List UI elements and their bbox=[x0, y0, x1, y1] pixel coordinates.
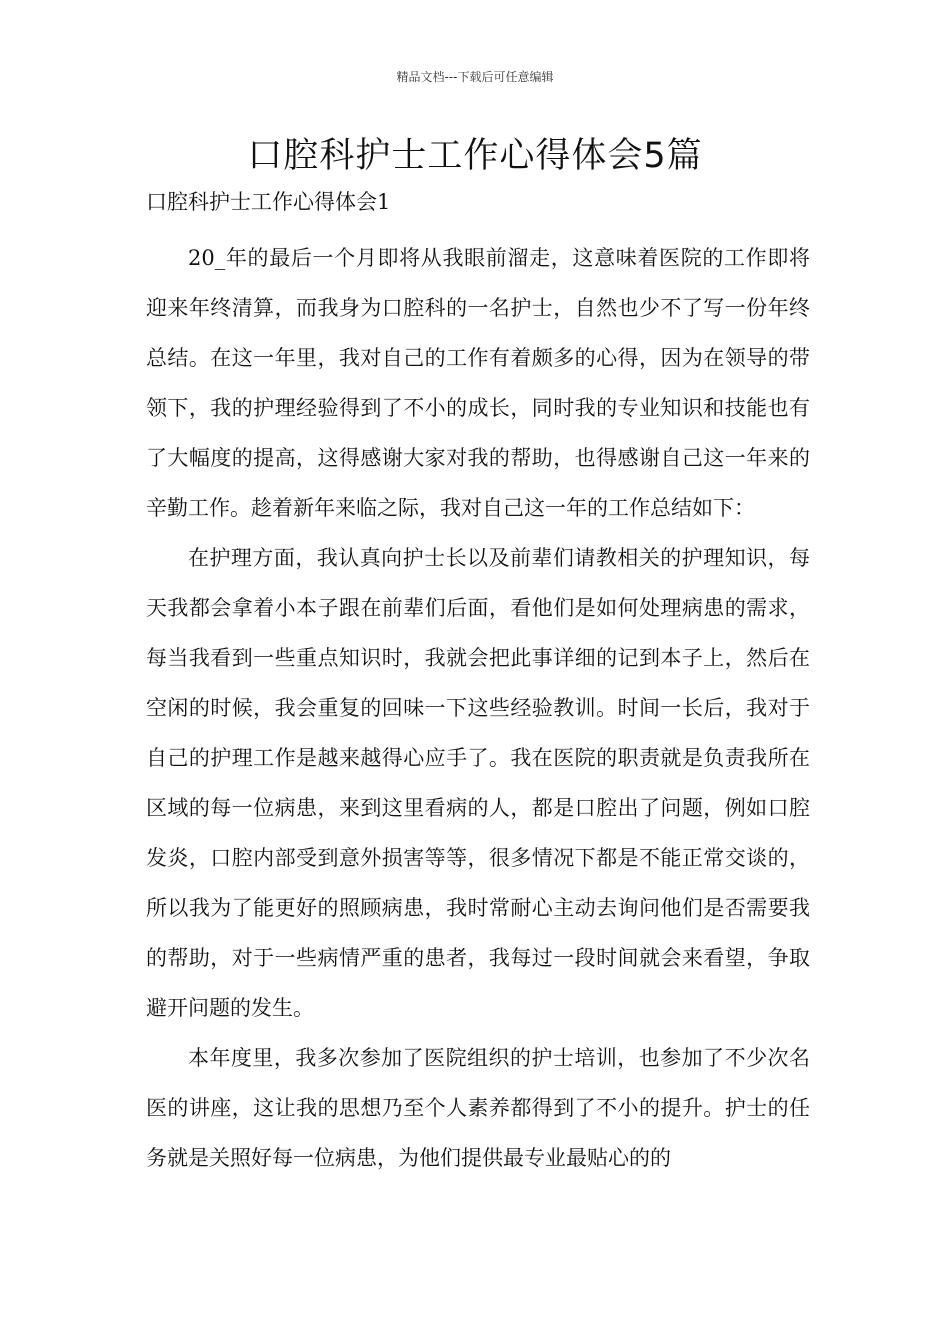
paragraph-3: 本年度里，我多次参加了医院组织的护士培训，也参加了不少次名医的讲座，这让我的思想乃至个人素养都得到了不小的提升。护士的任务就是关照好每一位病患，为他们提供最专业最贴心的的 bbox=[146, 1046, 810, 1170]
document-title: 口腔科护士工作心得体会5篇 bbox=[247, 136, 703, 176]
document-body bbox=[146, 183, 810, 1183]
section-title: 口腔科护士工作心得体会1 bbox=[146, 190, 391, 214]
paragraph-1: 20_年的最后一个月即将从我眼前溜走，这意味着医院的工作即将迎来年终清算，而我身为口腔科的一名护士，自然也少不了写一份年终总结。在这一年里，我对自己的工作有着颇多的心得，因为在领导的带领下，我的护理经验得到了不小的成长，同时我的专业知识和技能也有了大幅度的提高，这得感谢大家对我的帮助，也得感谢自己这一年来的辛勤工作。趁着新年来临之际，我对自己这一年的工作总结如下： bbox=[146, 246, 810, 520]
header-note: 精品文档---下载后可任意编辑 bbox=[396, 70, 554, 84]
paragraph-2: 在护理方面，我认真向护士长以及前辈们请教相关的护理知识，每天我都会拿着小本子跟在前辈们后面，看他们是如何处理病患的需求，每当我看到一些重点知识时，我就会把此事详细的记到本子上，然后在空闲的时候，我会重复的回味一下这些经验教训。时间一长后，我对于自己的护理工作是越来越得心应手了。我在医院的职责就是负责我所在区域的每一位病患，来到这里看病的人，都是口腔出了问题，例如口腔发炎，口腔内部受到意外损害等等，很多情况下都是不能正常交谈的，所以我为了能更好的照顾病患，我时常耐心主动去询问他们是否需要我的帮助，对于一些病情严重的患者，我每过一段时间就会来看望，争取避开问题的发生。 bbox=[146, 546, 810, 1020]
